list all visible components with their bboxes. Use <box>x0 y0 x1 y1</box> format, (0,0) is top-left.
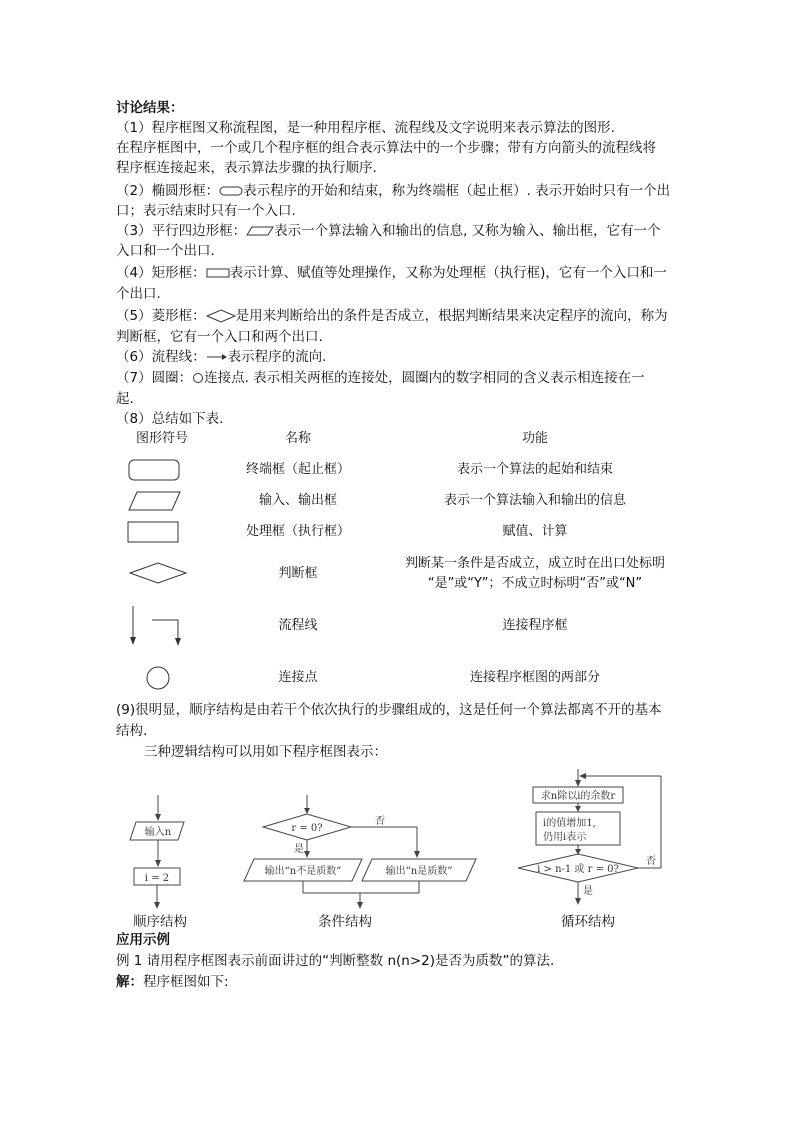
paragraph-7-line2: 起. <box>116 391 134 407</box>
table-row-5-function: 连接程序框 <box>502 618 568 633</box>
paragraph-3-line1 <box>116 221 661 241</box>
paragraph-2-line1 <box>116 181 670 201</box>
cond-right-output-label: 输出“n是质数” <box>385 866 453 877</box>
loop-structure-caption: 循环结构 <box>561 914 615 930</box>
paragraph-6-text: 表示程序的流向. <box>227 349 327 365</box>
connector-shape-icon <box>147 667 169 689</box>
paragraph-5-text: 是用来判断给出的条件是否成立，根据判断结果来决定程序的流向，称为 <box>235 308 668 324</box>
paragraph-3-text: 表示一个算法输入和输出的信息, 又称为输入、输出框，它有一个 <box>274 223 661 239</box>
solution-line <box>116 972 229 992</box>
paragraph-6-prefix: （6）流程线： <box>116 349 206 365</box>
process-shape-icon <box>128 522 178 542</box>
example-1: 例 1 请用程序框图表示前面讲过的“判断整数 n(n>2)是否为质数”的算法. <box>116 953 555 969</box>
conditional-structure-diagram <box>240 790 490 910</box>
diamond-frame-icon <box>206 309 236 323</box>
paragraph-5-line1 <box>116 306 668 326</box>
loop-decision-label: i > n-1 或 r = 0? <box>537 864 619 875</box>
table-row-6-name: 连接点 <box>278 670 318 685</box>
paragraph-4-line1 <box>116 263 667 283</box>
paragraph-6 <box>116 347 326 367</box>
rectangle-frame-icon <box>206 267 230 279</box>
paragraph-7-text: 连接点. 表示相关两框的连接处，圆圈内的数字相同的含义表示相连接在一 <box>204 370 645 386</box>
application-heading: 应用示例 <box>116 932 170 948</box>
loop-no-label: 否 <box>646 856 656 867</box>
cond-left-output-label: 输出“n不是质数” <box>264 866 342 877</box>
sequence-structure-caption: 顺序结构 <box>133 914 187 930</box>
paragraph-9-line2: 结构. <box>116 723 148 739</box>
ellipse-frame-icon <box>219 185 243 197</box>
table-header-name: 名称 <box>284 431 311 446</box>
loop-remainder-label: 求n除以i的余数r <box>540 791 616 802</box>
paragraph-4-line2: 个出口. <box>116 286 161 302</box>
paragraph-7-line1 <box>116 368 645 388</box>
paragraph-5-line2: 判断框，它有一个入口和两个出口. <box>116 329 323 345</box>
paragraph-2-prefix: （2）椭圆形框： <box>116 183 220 199</box>
table-row-5-name: 流程线 <box>278 618 318 633</box>
paragraph-2-text: 表示程序的开始和结束，称为终端框（起止框）. 表示开始时只有一个出 <box>243 183 671 199</box>
table-header-function: 功能 <box>521 431 548 446</box>
paragraph-5-prefix: （5）菱形框： <box>116 308 206 324</box>
paragraph-8: （8）总结如下表. <box>116 411 224 427</box>
flow-line-icon <box>206 352 228 362</box>
parallelogram-frame-icon <box>246 225 274 237</box>
table-row-1-function: 表示一个算法的起始和结束 <box>456 462 613 477</box>
paragraph-1: （1）程序框图又称流程图，是一种用程序框、流程线及文字说明来表示算法的图形. <box>116 120 615 136</box>
terminal-shape-icon <box>129 460 179 480</box>
paragraph-4-prefix: （4）矩形框： <box>116 265 206 281</box>
loop-structure-diagram <box>515 765 675 910</box>
conditional-structure-caption: 条件结构 <box>318 914 372 930</box>
table-row-4-function-line2: “是”或“Y”；不成立时标明“否”或“N” <box>427 576 643 591</box>
io-shape-icon <box>129 492 180 510</box>
table-row-6-function: 连接程序框图的两部分 <box>469 670 600 685</box>
table-row-3-name: 处理框（执行框） <box>245 524 350 539</box>
paragraph-9-line1: (9)很明显，顺序结构是由若干个依次执行的步骤组成的，这是任何一个算法都离不开的基本 <box>116 702 662 718</box>
circle-connector-icon <box>192 372 204 384</box>
paragraph-1b-line1: 在程序框图中，一个或几个程序框的组合表示算法中的一个步骤；带有方向箭头的流程线将 <box>116 140 656 156</box>
discussion-heading: 讨论结果： <box>116 100 184 116</box>
paragraph-1b-line2: 程序框连接起来，表示算法步骤的执行顺序. <box>116 160 377 176</box>
table-row-4-name: 判断框 <box>278 566 318 581</box>
seq-assign-label: i = 2 <box>144 873 170 884</box>
paragraph-7-prefix: （7）圆圈： <box>116 370 193 386</box>
loop-yes-label: 是 <box>583 886 593 897</box>
paragraph-3-prefix: （3）平行四边形框： <box>116 223 247 239</box>
paragraph-2-line2: 口；表示结束时只有一个入口. <box>116 203 296 219</box>
loop-increment-label-1: i的值增加1, <box>543 818 596 829</box>
three-structures-intro: 三种逻辑结构可以用如下程序框图表示： <box>144 744 387 760</box>
decision-shape-icon <box>130 563 186 583</box>
table-header-symbol: 图形符号 <box>135 431 188 446</box>
loop-increment-label-2: 仍用i表示 <box>543 832 587 843</box>
cond-no-label: 否 <box>375 816 385 827</box>
cond-yes-label: 是 <box>294 844 304 855</box>
solution-text: 程序框图如下: <box>143 974 229 990</box>
table-row-2-function: 表示一个算法输入和输出的信息 <box>443 493 626 508</box>
paragraph-3-line2: 入口和一个出口. <box>116 243 215 259</box>
table-row-1-name: 终端框（起止框） <box>245 462 350 477</box>
table-symbol-column <box>120 455 200 695</box>
solution-label: 解： <box>116 974 143 990</box>
flow-line-shape-icon <box>130 606 181 646</box>
table-row-3-function: 赋值、计算 <box>502 524 568 539</box>
sequence-structure-diagram <box>120 790 200 910</box>
table-row-2-name: 输入、输出框 <box>258 493 337 508</box>
paragraph-4-text: 表示计算、赋值等处理操作，又称为处理框（执行框)，它有一个入口和一 <box>229 265 667 281</box>
seq-input-label: 输入n <box>144 827 172 838</box>
cond-decision-label: r = 0? <box>291 823 323 834</box>
table-row-4-function-line1: 判断某一条件是否成立，成立时在出口处标明 <box>404 556 665 571</box>
